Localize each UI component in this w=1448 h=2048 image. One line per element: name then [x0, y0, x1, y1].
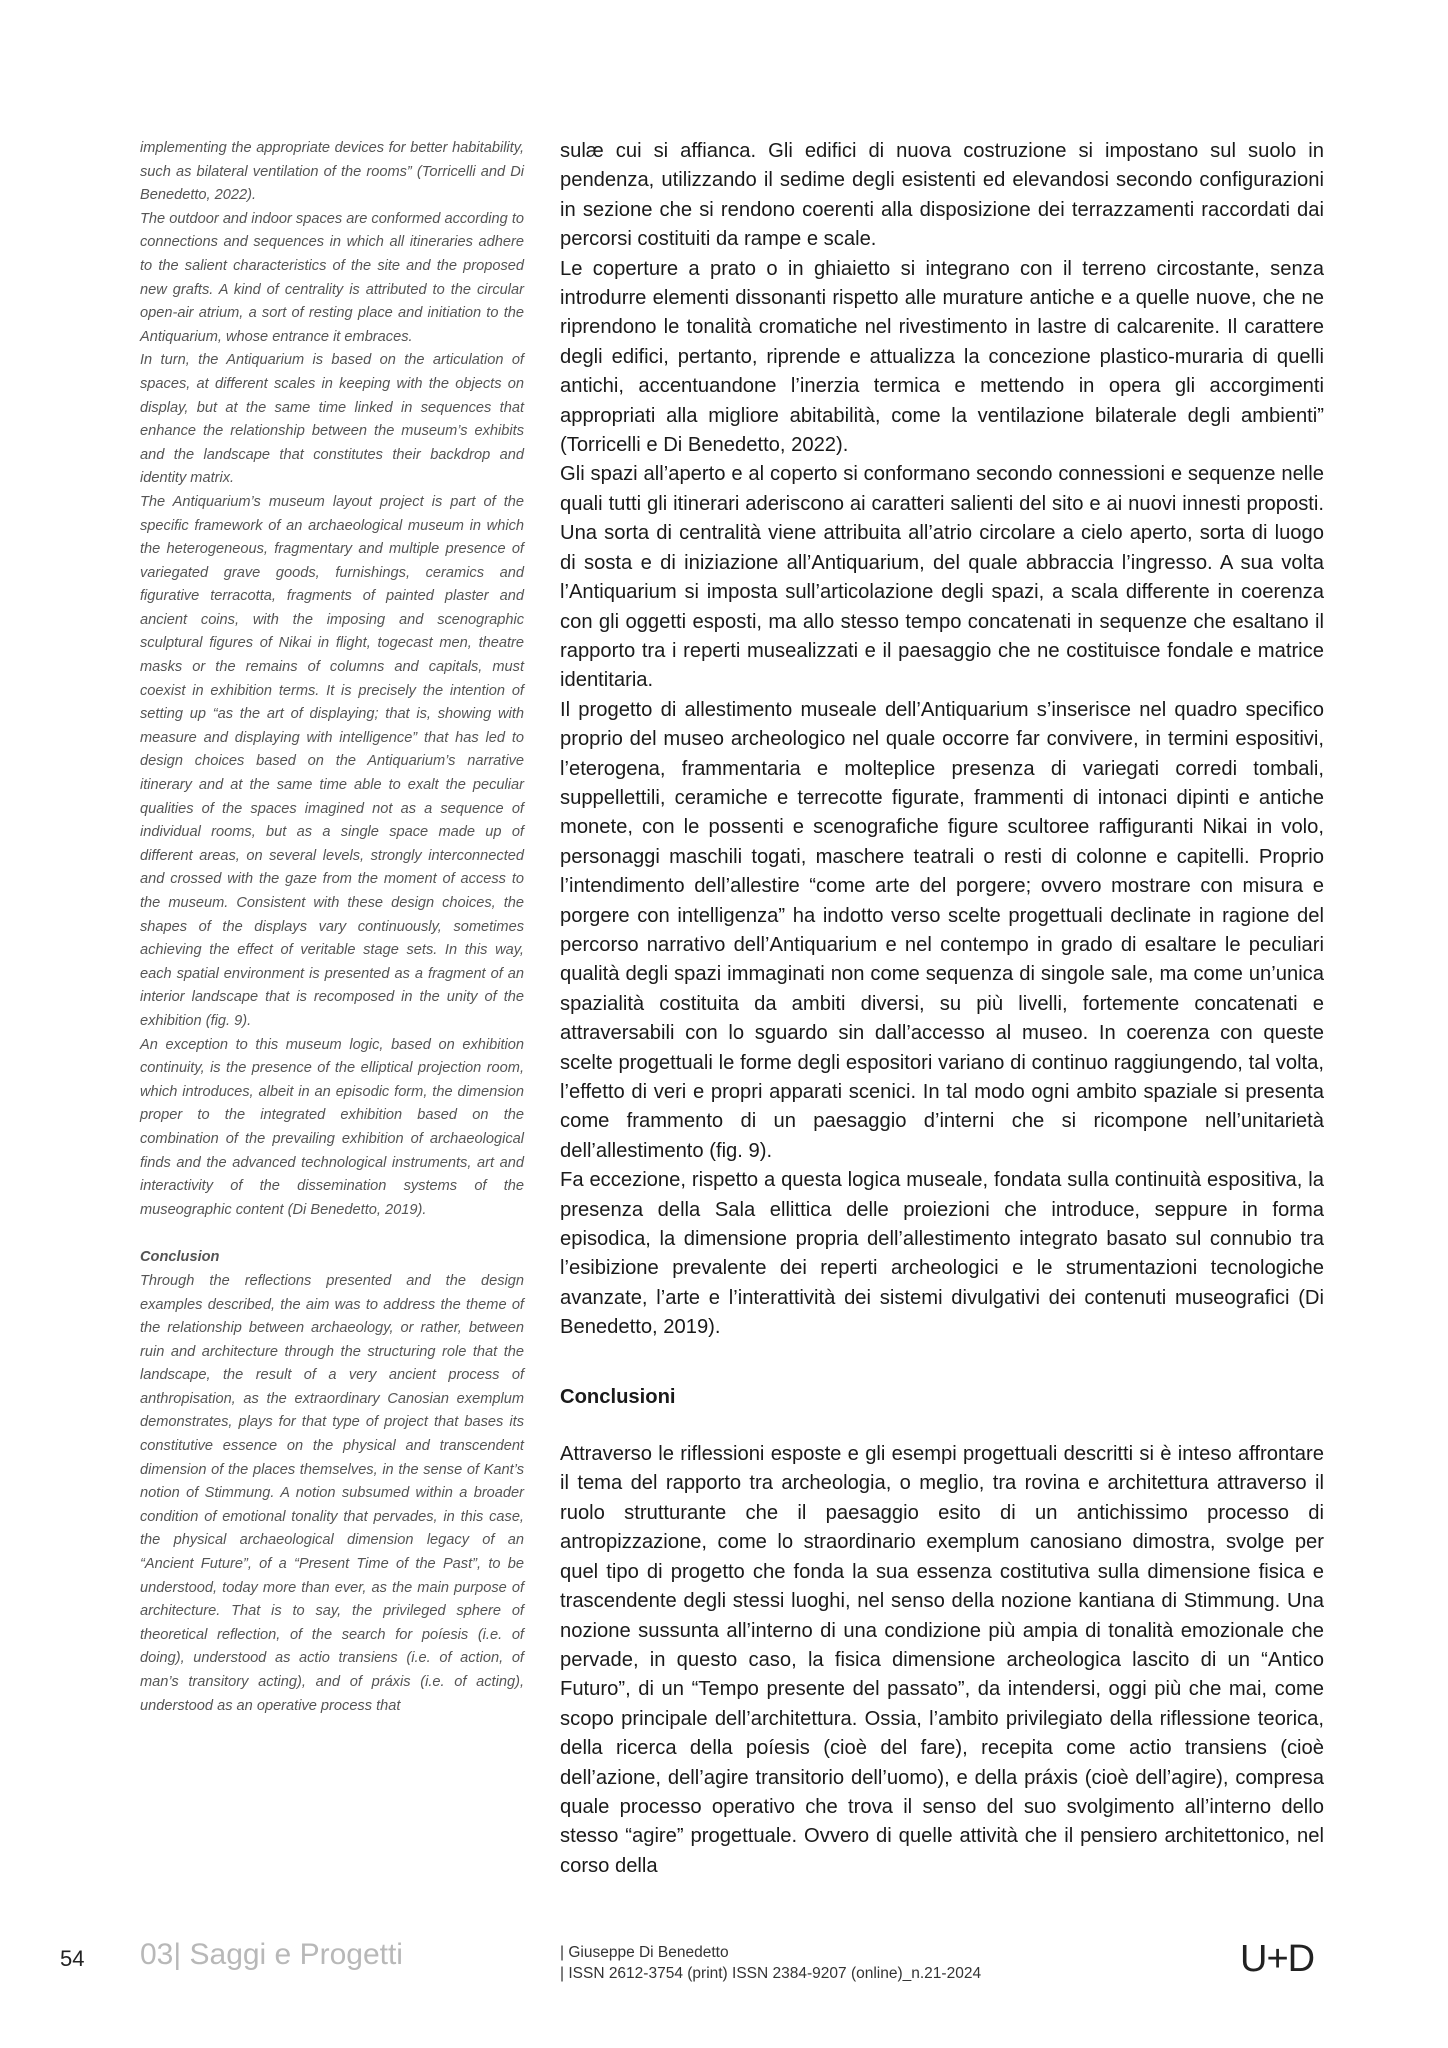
english-conclusion-heading: Conclusion [140, 1249, 220, 1266]
page-number: 54 [60, 1946, 85, 1971]
english-paragraph-6: Through the reflections presented and the design examples described, the aim was to address the theme of the relationship between archaeology, or rather, between ruin and architecture through the structuring role that the landscape, the result of a very ancient process of anthropisation, as the extraordinary Canosian exemplum demonstrates, plays for that type of project that bases its constitutive essence on the physical and transcendent dimension of the places themselves, in the sense of Kant’s notion of Stimmung. A notion subsumed within a broader condition of emotional tonality that pervades, in this case, the physical archaeological dimension legacy of an “Ancient Future”, of a “Present Time of the Past”, to be understood, today more than ever, as the main purpose of architecture. That is to say, the privileged sphere of theoretical reflection, of the search for poíesis (i.e. of doing), understood as actio transiens (i.e. of action, of man’s transitory acting), and of práxis (i.e. of acting), understood as an operative process that [140, 1272, 524, 1714]
english-paragraph-4: The Antiquarium’s museum layout project is part of the specific framework of an archaeological museum in which the heterogeneous, fragmentary and multiple presence of variegated grave goods, furnishings, ceramics and figurative terracotta, fragments of painted plaster and ancient coins, with the imposing and scenographic sculptural figures of Nikai in flight, togecast men, theatre masks or the remains of columns and capitals, must coexist in exhibition terms. It is precisely the intention of setting up “as the art of displaying; that is, showing with measure and displaying with intelligence” that has led to design choices based on the Antiquarium’s narrative itinerary and at the same time able to exalt the peculiar qualities of the spaces imagined not as a sequence of individual rooms, but as a single space made up of different areas, on several levels, strongly interconnected and crossed with the gaze from the moment of access to the museum. Consistent with these design choices, the shapes of the displays vary continuously, sometimes achieving the effect of veritable stage sets. In this way, each spatial environment is presented as a fragment of an interior landscape that is recomposed in the unity of the exhibition (fig. 9). [140, 493, 524, 1029]
italian-paragraph-5: Fa eccezione, rispetto a questa logica museale, fondata sulla continuità espositiva, la presenza della Sala ellittica delle proiezioni che introduce, seppure in forma episodica, la dimensione propria dell’allestimento integrato basato sul connubio tra l’esibizione prevalente dei reperti archeologici e le strumentazioni tecnologiche avanzate, l’arte e l’interattività dei sistemi divulgativi dei contenuti museografici (Di Benedetto, 2019). [560, 1169, 1324, 1339]
footer-issn: | ISSN 2612-3754 (print) ISSN 2384-9207 (online)_n.21-2024 [560, 1965, 982, 1982]
italian-column [560, 137, 1324, 1881]
section-title: 03| Saggi e Progetti [140, 1938, 403, 1971]
english-paragraph-1: implementing the appropriate devices for better habitability, such as bilateral ventilation of the rooms” (Torricelli and Di Benedetto, 2022). [140, 140, 524, 204]
italian-paragraph-6: Attraverso le riflessioni esposte e gli esempi progettuali descritti si è inteso affrontare il tema del rapporto tra archeologia, o meglio, tra rovina e architettura attraverso il ruolo strutturante che il paesaggio esito di un antichissimo processo di antropizzazione, come lo straordinario exemplum canosiano dimostra, svolge per quel tipo di progetto che fonda la sua essenza costitutiva sulla dimensione fisica e trascendente degli stessi luoghi, nel senso della nozione kantiana di Stimmung. Una nozione sussunta all’interno di una condizione più ampia di tonalità emozionale che pervade, in questo caso, la fisica dimensione archeologica lascito di un “Antico Futuro”, di un “Tempo presente del passato”, da intendersi, oggi più che mai, come scopo principale dell’architettura. Ossia, l’ambito privilegiato della riflessione teorica, della ricerca della poíesis (cioè del fare), recepita come actio transiens (cioè dell’azione, dell’agire transitorio dell’uomo), e della práxis (cioè dell’agire), compresa quale processo operativo che trova il senso del suo svolgimento all’interno dello stesso “agire” progettuale. Ovvero di quelle attività che il pensiero architettonico, nel corso della [560, 1443, 1324, 1877]
english-paragraph-2: The outdoor and indoor spaces are conformed according to connections and sequences in which all itineraries adhere to the salient characteristics of the site and the proposed new grafts. A kind of centrality is attributed to the circular open-air atrium, a sort of resting place and initiation to the Antiquarium, whose entrance it embraces. [140, 210, 524, 345]
italian-paragraph-1: sulæ cui si affianca. Gli edifici di nuova costruzione si impostano sul suolo in pendenza, utilizzando il sedime degli esistenti ed elevandosi secondo configurazioni in sezione che si rendono coerenti alla disposizione dei terrazzamenti raccordati dai percorsi costituiti da rampe e scale. [560, 140, 1324, 251]
italian-paragraph-2: Le coperture a prato o in ghiaietto si integrano con il terreno circostante, senza introdurre elementi dissonanti rispetto alle murature antiche e a quelle nuove, che ne riprendono le tonalità cromatiche nel rivestimento in lastre di calcarenite. Il carattere degli edifici, pertanto, riprende e attualizza la concezione plastico-muraria di quelli antichi, accentuandone l’inerzia termica e mettendo in opera gli accorgimenti appropriati alla migliore abitabilità, come la ventilazione bilaterale degli ambienti” (Torricelli e Di Benedetto, 2022). [560, 257, 1324, 457]
italian-paragraph-4: Il progetto di allestimento museale dell’Antiquarium s’inserisce nel quadro specifico proprio del museo archeologico nel quale occorre far convivere, in termini espositivi, l’eterogena, frammentaria e molteplice presenza di variegati corredi tombali, suppellettili, ceramiche e terrecotte figurate, frammenti di intonaci dipinti e antiche monete, con le possenti e scenografiche figure scultoree raffiguranti Nikai in volo, personaggi maschili togati, maschere teatrali o resti di colonne e capitelli. Proprio l’intendimento dell’allestire “come arte del porgere; ovvero mostrare con misura e porgere con intelligenza” ha indotto verso scelte progettuali declinate in ragione del percorso narrativo dell’Antiquarium e nel contempo in grado di esaltare le peculiari qualità degli spazi immaginati non come sequenza di singole sale, ma come un’unica spazialità costituita da ambiti diversi, su più livelli, fortemente concatenati e attraversabili con lo sguardo sin dall’accesso al museo. In coerenza con queste scelte progettuali le forme degli espositori variano di continuo raggiungendo, tal volta, l’effetto di veri e propri apparati scenici. In tal modo ogni ambito spaziale si presenta come frammento di un paesaggio d’interni che si ricompone nell’unitarietà dell’allestimento (fig. 9). [560, 698, 1324, 1162]
english-paragraph-3: In turn, the Antiquarium is based on the articulation of spaces, at different scales in keeping with the objects on display, but at the same time linked in sequences that enhance the relationship between the museum’s exhibits and the landscape that constitutes their backdrop and identity matrix. [140, 352, 524, 487]
italian-paragraph-3: Gli spazi all’aperto e al coperto si conformano secondo connessioni e sequenze nelle quali tutti gli itinerari aderiscono ai caratteri salienti del sito e ai nuovi innesti proposti. Una sorta di centralità viene attribuita all’atrio circolare a cielo aperto, sorta di luogo di sosta e di iniziazione all’Antiquarium, del quale abbraccia l’ingresso. A sua volta l’Antiquarium si imposta sull’articolazione degli spazi, a scala differente in coerenza con gli oggetti esposti, ma allo stesso tempo concatenati in sequenze che esaltano il rapporto tra i reperti musealizzati e il paesaggio che ne costituisce fondale e matrice identitaria. [560, 463, 1324, 692]
english-paragraph-5: An exception to this museum logic, based on exhibition continuity, is the presence of the elliptical projection room, which introduces, albeit in an episodic form, the dimension proper to the integrated exhibition based on the combination of the prevailing exhibition of archaeological finds and the advanced technological instruments, art and interactivity of the dissemination systems of the museographic content (Di Benedetto, 2019). [140, 1036, 524, 1218]
footer-meta [560, 1942, 981, 1984]
english-column [140, 137, 524, 1718]
journal-logo: U+D [1240, 1938, 1315, 1980]
footer-author: | Giuseppe Di Benedetto [560, 1944, 729, 1961]
italian-conclusion-heading: Conclusioni [560, 1385, 676, 1408]
